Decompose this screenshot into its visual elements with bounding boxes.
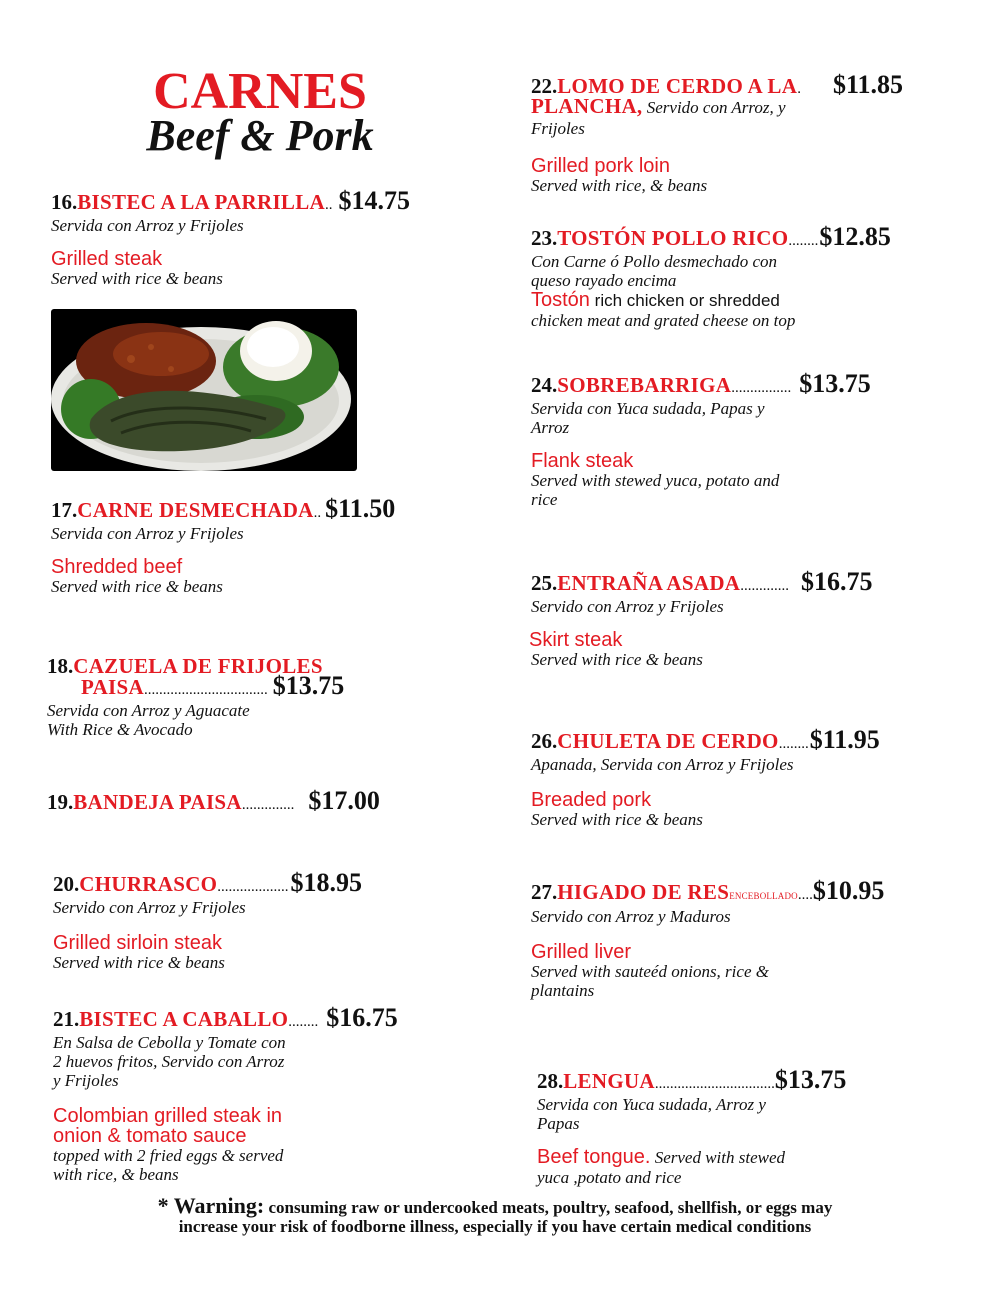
item-name: BISTEC A LA PARRILLA bbox=[77, 190, 326, 214]
item-english-description: plantains bbox=[531, 981, 595, 1000]
dish-photo bbox=[51, 309, 357, 471]
item-number: 19. bbox=[47, 790, 74, 814]
item-name: CAZUELA DE FRIJOLES bbox=[73, 654, 323, 678]
item-english-name: Breaded pork bbox=[531, 789, 652, 811]
item-description: Con Carne ó Pollo desmechado con bbox=[531, 252, 777, 271]
item-name: LENGUA bbox=[563, 1069, 655, 1093]
item-number: 16. bbox=[51, 190, 78, 214]
item-name: ENTRAÑA ASADA bbox=[557, 571, 741, 595]
warning-text: increase your risk of foodborne illness, especially if you have certain medical conditions bbox=[178, 1217, 812, 1236]
item-description: Servida con Yuca sudada, Papas y bbox=[531, 399, 765, 418]
item-english-name: Beef tongue. bbox=[537, 1146, 651, 1168]
menu-title-spanish: CARNES bbox=[153, 63, 367, 120]
leader-dots: . bbox=[797, 81, 801, 97]
leader-dots: ........ bbox=[788, 233, 819, 249]
item-english-description: rice bbox=[531, 490, 558, 509]
menu-item-18 bbox=[47, 655, 447, 739]
item-name: CHURRASCO bbox=[79, 872, 218, 896]
leader-dots: .... bbox=[797, 887, 813, 903]
item-english-description: Served with rice & beans bbox=[531, 650, 703, 669]
item-number: 27. bbox=[531, 880, 558, 904]
item-number: 17. bbox=[51, 498, 78, 522]
menu-item-21 bbox=[53, 1003, 453, 1184]
item-english-description: Served with stewed yuca, potato and bbox=[531, 471, 780, 490]
leader-dots: ................................. bbox=[143, 682, 268, 698]
leader-dots: ................... bbox=[217, 879, 289, 895]
item-number: 25. bbox=[531, 571, 558, 595]
item-number: 23. bbox=[531, 226, 558, 250]
item-description: Servida con Arroz y Frijoles bbox=[51, 216, 244, 235]
item-name: CARNE DESMECHADA bbox=[77, 498, 314, 522]
item-english-description: Served with rice & beans bbox=[51, 577, 223, 596]
food-safety-warning bbox=[40, 1193, 950, 1236]
item-price: $11.95 bbox=[809, 725, 880, 754]
item-description: Servido con Arroz y Frijoles bbox=[531, 597, 724, 616]
item-english-description: Served with rice, & beans bbox=[531, 176, 708, 195]
item-english-description: Served with rice & beans bbox=[53, 953, 225, 972]
item-english-description: with rice, & beans bbox=[53, 1165, 179, 1184]
item-english-name: Grilled sirloin steak bbox=[53, 932, 222, 954]
item-english-name: Tostón bbox=[531, 289, 590, 311]
item-description: En Salsa de Cebolla y Tomate con bbox=[53, 1033, 286, 1052]
leader-dots: .. bbox=[313, 505, 322, 521]
menu-item-20 bbox=[53, 868, 453, 972]
leader-dots: ............. bbox=[740, 578, 790, 594]
menu-title-english: Beef & Pork bbox=[146, 111, 374, 160]
leader-dots: .............. bbox=[241, 797, 295, 813]
item-name-continued: PAISA bbox=[81, 675, 144, 699]
item-english-description: yuca ,potato and rice bbox=[537, 1168, 682, 1187]
item-english-description: chicken meat and grated cheese on top bbox=[531, 311, 796, 330]
item-price: $11.85 bbox=[832, 70, 904, 99]
leader-dots: ................ bbox=[731, 380, 792, 396]
item-number: 20. bbox=[53, 872, 80, 896]
item-description: Servido con Arroz y Maduros bbox=[531, 907, 731, 926]
menu-item-17 bbox=[51, 494, 451, 596]
item-price: $11.50 bbox=[325, 494, 396, 523]
item-english-name: Flank steak bbox=[531, 450, 634, 472]
menu-item-25 bbox=[529, 567, 951, 669]
item-number: 28. bbox=[537, 1069, 564, 1093]
item-name-minor: ENCEBOLLADO bbox=[729, 891, 798, 901]
warning-label: * Warning: bbox=[157, 1193, 265, 1218]
item-english-description: Served with stewed bbox=[650, 1148, 785, 1167]
item-description: Papas bbox=[537, 1114, 580, 1133]
item-name-continued: PLANCHA, bbox=[531, 94, 643, 118]
item-english-description: topped with 2 fried eggs & served bbox=[53, 1146, 284, 1165]
item-number: 26. bbox=[531, 729, 558, 753]
item-description: Servida con Arroz y Frijoles bbox=[51, 524, 244, 543]
item-description-english: With Rice & Avocado bbox=[47, 720, 193, 739]
leader-dots: ........ bbox=[288, 1014, 319, 1030]
item-name: BISTEC A CABALLO bbox=[79, 1007, 289, 1031]
item-number: 18. bbox=[47, 654, 74, 678]
leader-dots: ........ bbox=[778, 736, 809, 752]
menu-item-28 bbox=[537, 1065, 957, 1187]
menu-item-24 bbox=[531, 369, 951, 509]
item-english-name: Skirt steak bbox=[529, 629, 623, 651]
item-english-description: rich chicken or shredded bbox=[589, 291, 780, 310]
item-price: $13.75 bbox=[272, 671, 345, 700]
item-english-name: Shredded beef bbox=[51, 556, 183, 578]
item-description: Servida con Yuca sudada, Arroz y bbox=[537, 1095, 766, 1114]
menu-item-27 bbox=[531, 876, 951, 1000]
menu-item-19 bbox=[47, 786, 447, 816]
steak-plate-image bbox=[51, 309, 357, 471]
item-name: TOSTÓN POLLO RICO bbox=[557, 226, 789, 250]
item-english-description: Served with rice & beans bbox=[51, 269, 223, 288]
item-price: $10.95 bbox=[812, 876, 885, 905]
item-name: SOBREBARRIGA bbox=[557, 373, 732, 397]
item-price: $17.00 bbox=[308, 786, 380, 815]
menu-item-16 bbox=[51, 186, 451, 288]
item-description: Frijoles bbox=[531, 119, 585, 138]
item-description: Arroz bbox=[531, 418, 570, 437]
item-name: BANDEJA PAISA bbox=[73, 790, 242, 814]
menu-item-26 bbox=[531, 725, 951, 829]
leader-dots: ................................ bbox=[654, 1076, 775, 1092]
item-description: queso rayado encima bbox=[531, 271, 677, 290]
leader-dots: .. bbox=[325, 197, 333, 213]
item-price: $16.75 bbox=[801, 567, 873, 596]
warning-text: consuming raw or undercooked meats, poultry, seafood, shellfish, or eggs may bbox=[264, 1198, 833, 1217]
item-number: 24. bbox=[531, 373, 558, 397]
menu-item-22 bbox=[531, 70, 951, 195]
item-price: $16.75 bbox=[326, 1003, 398, 1032]
item-name: CHULETA DE CERDO bbox=[557, 729, 779, 753]
item-name: HIGADO DE RES bbox=[557, 880, 730, 904]
item-price: $14.75 bbox=[338, 186, 411, 215]
item-number: 21. bbox=[53, 1007, 80, 1031]
item-description: 2 huevos fritos, Servido con Arroz bbox=[53, 1052, 285, 1071]
item-price: $18.95 bbox=[290, 868, 363, 897]
item-english-name: Grilled steak bbox=[51, 248, 163, 270]
item-english-name: Colombian grilled steak in bbox=[53, 1105, 283, 1127]
menu-item-23 bbox=[531, 222, 951, 330]
item-price: $13.75 bbox=[774, 1065, 847, 1094]
item-english-name: Grilled liver bbox=[531, 941, 632, 963]
item-name: LOMO DE CERDO A LA bbox=[557, 74, 798, 98]
item-english-description: Served with rice & beans bbox=[531, 810, 703, 829]
item-price: $12.85 bbox=[819, 222, 891, 251]
item-description: Servido con Arroz y Frijoles bbox=[53, 898, 246, 917]
item-description: Servida con Arroz y Aguacate bbox=[47, 701, 250, 720]
item-english-name: onion & tomato sauce bbox=[53, 1125, 247, 1147]
item-number: 22. bbox=[531, 74, 558, 98]
item-description: Servido con Arroz, y bbox=[642, 98, 786, 117]
item-english-description: Served with sauteéd onions, rice & bbox=[531, 962, 769, 981]
item-description: y Frijoles bbox=[53, 1071, 119, 1090]
item-price: $13.75 bbox=[799, 369, 871, 398]
item-english-name: Grilled pork loin bbox=[531, 155, 670, 177]
item-description: Apanada, Servida con Arroz y Frijoles bbox=[531, 755, 794, 774]
